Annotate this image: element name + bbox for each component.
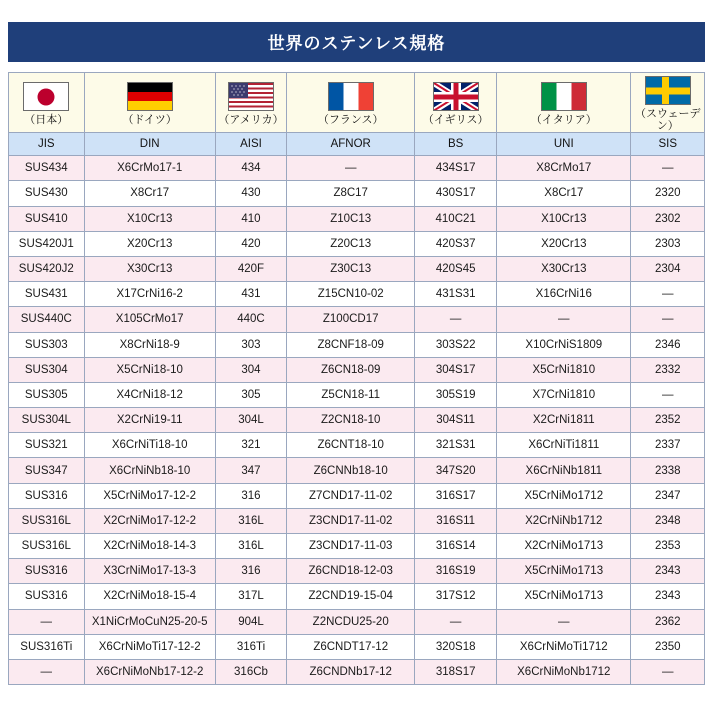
table-cell: — [497, 609, 631, 634]
table-cell: SUS420J2 [9, 256, 85, 281]
table-cell: 2320 [631, 181, 705, 206]
table-cell: — [415, 307, 497, 332]
table-cell: 316S14 [415, 534, 497, 559]
table-cell: 2353 [631, 534, 705, 559]
table-cell: X8CrMo17 [497, 156, 631, 181]
table-cell: 2350 [631, 634, 705, 659]
table-cell: Z2NCDU25-20 [287, 609, 415, 634]
table-cell: — [631, 282, 705, 307]
table-cell: 320S18 [415, 634, 497, 659]
table-cell: 304S11 [415, 408, 497, 433]
table-row [9, 307, 705, 332]
table-row [9, 332, 705, 357]
table-cell: Z6CNDT17-12 [287, 634, 415, 659]
flag-japan-icon [23, 82, 69, 111]
table-cell: X8Cr17 [497, 181, 631, 206]
table-cell: Z6CNNb18-10 [287, 458, 415, 483]
table-cell: X17CrNi16-2 [84, 282, 215, 307]
table-cell: X2CrNi1811 [497, 408, 631, 433]
table-cell: X105CrMo17 [84, 307, 215, 332]
country-label: （ドイツ） [122, 114, 177, 127]
table-cell: 316Cb [215, 659, 286, 684]
table-row [9, 433, 705, 458]
table-cell: 430S17 [415, 181, 497, 206]
table-cell: X10Cr13 [497, 206, 631, 231]
table-cell: X10Cr13 [84, 206, 215, 231]
table-cell: Z5CN18-11 [287, 382, 415, 407]
flag-header-row [9, 73, 705, 133]
table-cell: 431 [215, 282, 286, 307]
table-cell: X30Cr13 [84, 256, 215, 281]
table-cell: 316S11 [415, 508, 497, 533]
table-cell: SUS316L [9, 508, 85, 533]
table-cell: 304 [215, 357, 286, 382]
table-cell: Z6CNT18-10 [287, 433, 415, 458]
table-cell: Z2CN18-10 [287, 408, 415, 433]
flag-wrap [415, 82, 496, 126]
table-cell: Z100CD17 [287, 307, 415, 332]
table-cell: 420S37 [415, 231, 497, 256]
table-cell: 316L [215, 534, 286, 559]
table-cell: 2348 [631, 508, 705, 533]
flag-usa-icon [228, 82, 274, 111]
table-row [9, 382, 705, 407]
standard-header-row [9, 133, 705, 156]
table-cell: 321S31 [415, 433, 497, 458]
table-cell: 440C [215, 307, 286, 332]
table-cell: Z30C13 [287, 256, 415, 281]
table-cell: Z6CN18-09 [287, 357, 415, 382]
flag-uk-icon [433, 82, 479, 111]
table-cell: 316L [215, 508, 286, 533]
table-cell: — [415, 609, 497, 634]
table-cell: Z8C17 [287, 181, 415, 206]
table-cell: — [9, 659, 85, 684]
table-cell: X6CrNiNb1811 [497, 458, 631, 483]
table-cell: 316S19 [415, 559, 497, 584]
table-cell: Z7CND17-11-02 [287, 483, 415, 508]
table-cell: — [631, 382, 705, 407]
table-row [9, 508, 705, 533]
table-row [9, 282, 705, 307]
table-cell: 2343 [631, 559, 705, 584]
table-cell: 2302 [631, 206, 705, 231]
table-row [9, 256, 705, 281]
table-cell: X8Cr17 [84, 181, 215, 206]
table-cell: 304S17 [415, 357, 497, 382]
table-row [9, 408, 705, 433]
table-cell: SUS316 [9, 483, 85, 508]
table-cell: 2352 [631, 408, 705, 433]
table-cell: 2338 [631, 458, 705, 483]
table-cell: 420 [215, 231, 286, 256]
stainless-standards-table [8, 72, 705, 685]
table-cell: 316S17 [415, 483, 497, 508]
country-label: （イタリア） [530, 114, 597, 127]
table-cell: X5CrNiMo1713 [497, 584, 631, 609]
standard-header-cell: AFNOR [287, 133, 415, 156]
table-cell: Z8CNF18-09 [287, 332, 415, 357]
standard-header-cell: UNI [497, 133, 631, 156]
table-cell: X5CrNiMo1712 [497, 483, 631, 508]
table-row [9, 609, 705, 634]
table-cell: — [287, 156, 415, 181]
table-cell: 304L [215, 408, 286, 433]
country-label: （日本） [24, 114, 69, 127]
table-cell: 410 [215, 206, 286, 231]
table-cell: 347S20 [415, 458, 497, 483]
table-cell: 2362 [631, 609, 705, 634]
table-cell: SUS430 [9, 181, 85, 206]
table-cell: 2346 [631, 332, 705, 357]
table-row [9, 584, 705, 609]
table-cell: Z15CN10-02 [287, 282, 415, 307]
table-cell: Z3CND17-11-03 [287, 534, 415, 559]
table-cell: 321 [215, 433, 286, 458]
table-cell: X2CrNiMo1713 [497, 534, 631, 559]
table-cell: X6CrNiMoTi1712 [497, 634, 631, 659]
table-cell: — [631, 307, 705, 332]
table-cell: X6CrNiTi1811 [497, 433, 631, 458]
table-cell: — [631, 659, 705, 684]
table-cell: SUS410 [9, 206, 85, 231]
table-cell: 2332 [631, 357, 705, 382]
flag-header-cell [415, 73, 497, 133]
table-cell: X6CrNiNb18-10 [84, 458, 215, 483]
table-cell: X5CrNi1810 [497, 357, 631, 382]
table-cell: SUS420J1 [9, 231, 85, 256]
table-cell: SUS304 [9, 357, 85, 382]
table-row [9, 659, 705, 684]
table-row [9, 357, 705, 382]
table-cell: Z3CND17-11-02 [287, 508, 415, 533]
table-row [9, 458, 705, 483]
table-cell: 431S31 [415, 282, 497, 307]
table-cell: X2CrNiNb1712 [497, 508, 631, 533]
table-cell: Z6CND18-12-03 [287, 559, 415, 584]
table-row [9, 483, 705, 508]
flag-wrap [85, 82, 215, 126]
table-cell: X2CrNi19-11 [84, 408, 215, 433]
table-cell: — [497, 307, 631, 332]
table-cell: — [631, 156, 705, 181]
table-cell: SUS303 [9, 332, 85, 357]
table-cell: 347 [215, 458, 286, 483]
table-cell: 420S45 [415, 256, 497, 281]
table-cell: 318S17 [415, 659, 497, 684]
table-cell: Z10C13 [287, 206, 415, 231]
flag-header-cell [84, 73, 215, 133]
table-cell: X1NiCrMoCuN25-20-5 [84, 609, 215, 634]
table-cell: X20Cr13 [497, 231, 631, 256]
table-cell: 2303 [631, 231, 705, 256]
table-cell: 904L [215, 609, 286, 634]
table-cell: 305 [215, 382, 286, 407]
table-cell: X5CrNi18-10 [84, 357, 215, 382]
table-cell: 410C21 [415, 206, 497, 231]
table-cell: 2304 [631, 256, 705, 281]
table-cell: X6CrNiMoNb17-12-2 [84, 659, 215, 684]
flag-wrap [287, 82, 414, 126]
flag-wrap [497, 82, 630, 126]
country-label: （フランス） [317, 114, 384, 127]
table-cell: 434 [215, 156, 286, 181]
table-cell: X5CrNiMo17-12-2 [84, 483, 215, 508]
table-cell: SUS434 [9, 156, 85, 181]
table-cell: 2347 [631, 483, 705, 508]
table-cell: X6CrNiMoNb1712 [497, 659, 631, 684]
flag-germany-icon [127, 82, 173, 111]
table-cell: SUS304L [9, 408, 85, 433]
standard-header-cell: JIS [9, 133, 85, 156]
table-cell: X2CrNiMo17-12-2 [84, 508, 215, 533]
table-cell: X7CrNi1810 [497, 382, 631, 407]
table-cell: 430 [215, 181, 286, 206]
table-cell: X6CrNiMoTi17-12-2 [84, 634, 215, 659]
table-cell: — [9, 609, 85, 634]
table-row [9, 181, 705, 206]
table-cell: 305S19 [415, 382, 497, 407]
table-row [9, 559, 705, 584]
table-cell: SUS321 [9, 433, 85, 458]
table-cell: 420F [215, 256, 286, 281]
table-cell: 316Ti [215, 634, 286, 659]
table-cell: 434S17 [415, 156, 497, 181]
table-cell: X8CrNi18-9 [84, 332, 215, 357]
table-cell: 303S22 [415, 332, 497, 357]
table-row [9, 156, 705, 181]
flag-italy-icon [541, 82, 587, 111]
flag-wrap [9, 82, 84, 126]
table-cell: 316 [215, 559, 286, 584]
standard-header-cell: SIS [631, 133, 705, 156]
table-cell: SUS305 [9, 382, 85, 407]
flag-header-cell [9, 73, 85, 133]
table-cell: X10CrNiS1809 [497, 332, 631, 357]
table-cell: 2337 [631, 433, 705, 458]
country-label: （イギリス） [422, 114, 489, 127]
table-cell: Z2CND19-15-04 [287, 584, 415, 609]
standard-header-cell: BS [415, 133, 497, 156]
table-cell: 317L [215, 584, 286, 609]
table-cell: 2343 [631, 584, 705, 609]
flag-wrap [216, 82, 286, 126]
table-cell: X20Cr13 [84, 231, 215, 256]
table-cell: X30Cr13 [497, 256, 631, 281]
table-cell: SUS316Ti [9, 634, 85, 659]
country-label: （スウェーデン） [634, 108, 701, 133]
table-cell: Z6CNDNb17-12 [287, 659, 415, 684]
table-cell: SUS440C [9, 307, 85, 332]
flag-header-cell [497, 73, 631, 133]
table-row [9, 634, 705, 659]
flag-france-icon [328, 82, 374, 111]
flag-header-cell [215, 73, 286, 133]
page-title: 世界のステンレス規格 [8, 22, 705, 62]
table-cell: X16CrNi16 [497, 282, 631, 307]
standard-header-cell: DIN [84, 133, 215, 156]
table-cell: SUS316L [9, 534, 85, 559]
table-cell: X4CrNi18-12 [84, 382, 215, 407]
table-row [9, 231, 705, 256]
table-cell: 316 [215, 483, 286, 508]
flag-wrap [631, 76, 704, 132]
table-cell: SUS431 [9, 282, 85, 307]
table-cell: X6CrNiTi18-10 [84, 433, 215, 458]
table-cell: SUS316 [9, 559, 85, 584]
table-cell: X2CrNiMo18-15-4 [84, 584, 215, 609]
flag-header-cell [631, 73, 705, 133]
flag-header-cell [287, 73, 415, 133]
table-cell: X3CrNiMo17-13-3 [84, 559, 215, 584]
table-row [9, 534, 705, 559]
table-cell: X6CrMo17-1 [84, 156, 215, 181]
table-cell: X2CrNiMo18-14-3 [84, 534, 215, 559]
table-cell: X5CrNiMo1713 [497, 559, 631, 584]
table-cell: 317S12 [415, 584, 497, 609]
standard-header-cell: AISI [215, 133, 286, 156]
flag-sweden-icon [645, 76, 691, 105]
table-cell: Z20C13 [287, 231, 415, 256]
country-label: （アメリカ） [218, 114, 284, 127]
table-cell: SUS347 [9, 458, 85, 483]
table-row [9, 206, 705, 231]
table-cell: SUS316 [9, 584, 85, 609]
table-cell: 303 [215, 332, 286, 357]
